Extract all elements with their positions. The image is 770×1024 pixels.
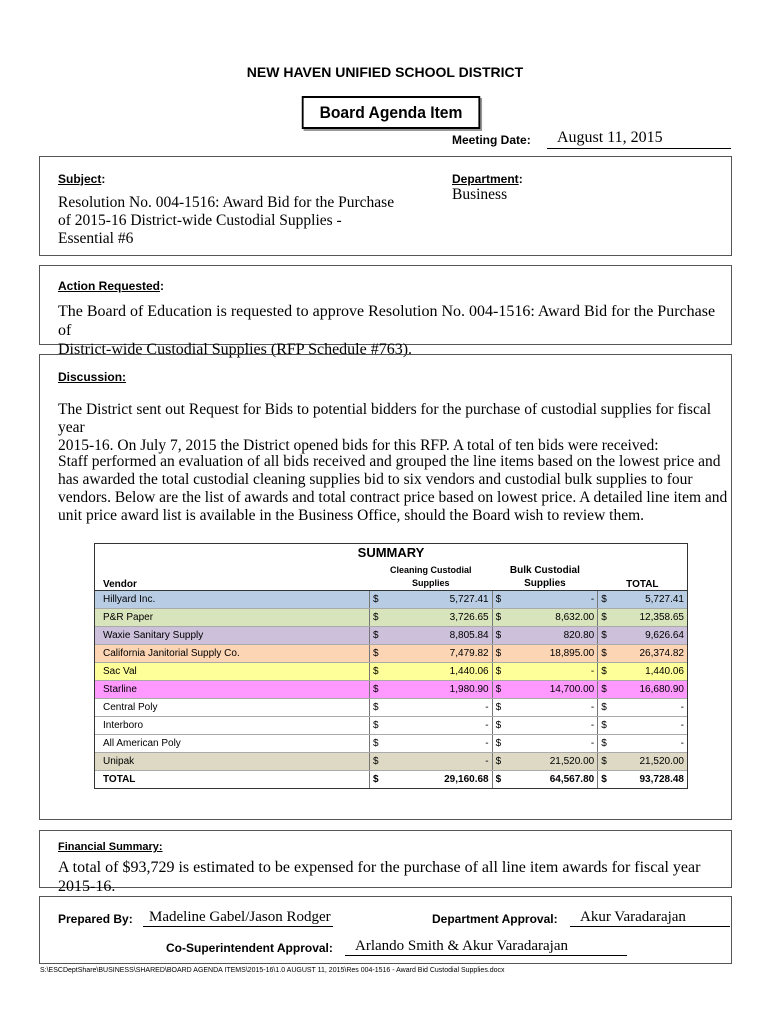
- summary-total-row: [95, 771, 687, 789]
- currency-sign: $: [492, 699, 507, 717]
- total-cell: 9,626.64: [612, 627, 687, 645]
- summary-row: [95, 735, 687, 753]
- summary-row: [95, 627, 687, 645]
- summary-row: [95, 717, 687, 735]
- currency-sign: $: [370, 717, 385, 735]
- total-cell: -: [612, 699, 687, 717]
- cleaning-cell: 7,479.82: [384, 645, 492, 663]
- currency-sign: $: [598, 699, 613, 717]
- currency-sign: $: [370, 735, 385, 753]
- prepared-by-label: Prepared By:: [58, 912, 133, 926]
- vendor-cell: Waxie Sanitary Supply: [95, 627, 370, 645]
- total-cleaning: 29,160.68: [444, 774, 489, 785]
- district-name: NEW HAVEN UNIFIED SCHOOL DISTRICT: [246, 64, 524, 80]
- summary-title: SUMMARY: [357, 545, 425, 560]
- document-title: Board Agenda Item: [302, 96, 480, 129]
- financial-summary-text: A total of $93,729 is estimated to be expensed for the purchase of all line item awards for fiscal year 2015-16.: [58, 859, 701, 895]
- total-cell: 1,440.06: [612, 663, 687, 681]
- vendor-cell: All American Poly: [95, 735, 370, 753]
- summary-row: [95, 681, 687, 699]
- cleaning-cell: 1,980.90: [384, 681, 492, 699]
- financial-summary-section: [39, 830, 732, 895]
- discussion-label: Discussion:: [58, 370, 127, 384]
- summary-header-row: [95, 562, 687, 591]
- signoff-section: [39, 896, 732, 964]
- currency-sign: $: [598, 627, 613, 645]
- currency-sign: $: [598, 591, 613, 609]
- department-label: Department:: [452, 172, 523, 186]
- vendor-cell: California Janitorial Supply Co.: [95, 645, 370, 663]
- currency-sign: $: [492, 735, 507, 753]
- total-cell: 5,727.41: [612, 591, 687, 609]
- vendor-cell: Hillyard Inc.: [95, 591, 370, 609]
- footer-file-path: S:\ESCDeptShare\BUSINESS\SHARED\BOARD AGENDA ITEMS\2015-16\1.0 AUGUST 11, 2015\Res 004-1516 - Award Bid Custodial Supplies.docx: [40, 967, 505, 974]
- currency-sign: $: [370, 699, 385, 717]
- vendor-cell: P&R Paper: [95, 609, 370, 627]
- currency-sign: $: [370, 609, 385, 627]
- total-label: TOTAL: [103, 774, 136, 785]
- currency-sign: $: [492, 609, 507, 627]
- department-approval-label: Department Approval:: [432, 912, 558, 926]
- discussion-paragraph-1: The District sent out Request for Bids to potential bidders for the purchase of custodial supplies for fiscal year 2015-16. On July 7, 2015 the District opened bids for this RFP. A total of ten bids were received:: [58, 401, 712, 454]
- department-approval-value: Akur Varadarajan: [570, 909, 730, 927]
- currency-sign: $: [598, 753, 613, 771]
- currency-sign: $: [598, 645, 613, 663]
- currency-sign: $: [492, 645, 507, 663]
- currency-sign: $: [492, 681, 507, 699]
- financial-summary-label: Financial Summary:: [58, 841, 163, 853]
- summary-row: [95, 591, 687, 609]
- bulk-cell: 21,520.00: [507, 753, 598, 771]
- vendor-cell: Sac Val: [95, 663, 370, 681]
- meeting-date-value: August 11, 2015: [547, 129, 731, 149]
- currency-sign: $: [598, 717, 613, 735]
- cleaning-cell: 8,805.84: [384, 627, 492, 645]
- bulk-cell: -: [507, 717, 598, 735]
- currency-sign: $: [598, 609, 613, 627]
- cleaning-cell: 5,727.41: [384, 591, 492, 609]
- total-cell: 21,520.00: [612, 753, 687, 771]
- currency-sign: $: [370, 627, 385, 645]
- cleaning-header: Cleaning Custodial Supplies: [370, 562, 493, 591]
- bulk-header: Bulk Custodial Supplies: [492, 562, 598, 591]
- discussion-paragraph-2: Staff performed an evaluation of all bids received and grouped the line items based on the lowest price and has awarded the total custodial cleaning supplies bid to six vendors and custodial bulk supplies to four vendors. Below are the list of awards and total contract price based on lowest price. A detailed line item and unit price award list is available in the Business Office, should the Board wish to review them.: [58, 453, 728, 524]
- vendor-header: Vendor: [95, 562, 370, 591]
- cosuperintendent-approval-label: Co-Superintendent Approval:: [166, 941, 333, 955]
- currency-sign: $: [598, 663, 613, 681]
- currency-sign: $: [370, 753, 385, 771]
- bulk-cell: -: [507, 591, 598, 609]
- bulk-cell: -: [507, 699, 598, 717]
- meeting-date-label: Meeting Date:: [452, 133, 531, 147]
- total-cell: 12,358.65: [612, 609, 687, 627]
- prepared-by-value: Madeline Gabel/Jason Rodger: [143, 909, 333, 927]
- total-cell: 26,374.82: [612, 645, 687, 663]
- summary-row: [95, 663, 687, 681]
- vendor-cell: Central Poly: [95, 699, 370, 717]
- currency-sign: $: [370, 663, 385, 681]
- cleaning-cell: -: [384, 699, 492, 717]
- action-requested-label: Action Requested:: [58, 279, 165, 293]
- summary-table: [94, 543, 688, 789]
- total-cell: -: [612, 735, 687, 753]
- summary-row: [95, 645, 687, 663]
- total-header: TOTAL: [598, 562, 687, 591]
- action-requested-text: The Board of Education is requested to approve Resolution No. 004-1516: Award Bid for the Purchase of District-wide Custodial Supplies (RFP Schedule #763).: [58, 303, 716, 358]
- bulk-cell: 8,632.00: [507, 609, 598, 627]
- summary-row: [95, 699, 687, 717]
- total-cell: 16,680.90: [612, 681, 687, 699]
- currency-sign: $: [492, 717, 507, 735]
- cleaning-cell: 1,440.06: [384, 663, 492, 681]
- vendor-cell: Unipak: [95, 753, 370, 771]
- currency-sign: $: [492, 663, 507, 681]
- bulk-cell: 18,895.00: [507, 645, 598, 663]
- cleaning-cell: -: [384, 753, 492, 771]
- subject-text: Resolution No. 004-1516: Award Bid for the Purchase of 2015-16 District-wide Custodial Supplies - Essential #6: [58, 194, 395, 247]
- action-requested-section: [39, 265, 732, 358]
- vendor-cell: Starline: [95, 681, 370, 699]
- currency-sign: $: [598, 735, 613, 753]
- cleaning-cell: 3,726.65: [384, 609, 492, 627]
- bulk-cell: -: [507, 663, 598, 681]
- cosuperintendent-approval-value: Arlando Smith & Akur Varadarajan: [345, 938, 627, 956]
- currency-sign: $: [492, 771, 507, 789]
- currency-sign: $: [370, 645, 385, 663]
- bulk-cell: 820.80: [507, 627, 598, 645]
- currency-sign: $: [370, 681, 385, 699]
- currency-sign: $: [370, 591, 385, 609]
- total-bulk: 64,567.80: [549, 774, 595, 785]
- department-value: Business: [452, 186, 508, 203]
- vendor-cell: Interboro: [95, 717, 370, 735]
- currency-sign: $: [598, 681, 613, 699]
- currency-sign: $: [370, 771, 385, 789]
- summary-row: [95, 609, 687, 627]
- total-cell: -: [612, 717, 687, 735]
- currency-sign: $: [492, 627, 507, 645]
- currency-sign: $: [492, 591, 507, 609]
- currency-sign: $: [492, 753, 507, 771]
- bulk-cell: 14,700.00: [507, 681, 598, 699]
- summary-row: [95, 753, 687, 771]
- cleaning-cell: -: [384, 717, 492, 735]
- subject-section: [39, 156, 732, 256]
- currency-sign: $: [598, 771, 613, 789]
- total-total: 93,728.48: [639, 774, 684, 785]
- cleaning-cell: -: [384, 735, 492, 753]
- bulk-cell: -: [507, 735, 598, 753]
- subject-label: Subject:: [58, 172, 106, 186]
